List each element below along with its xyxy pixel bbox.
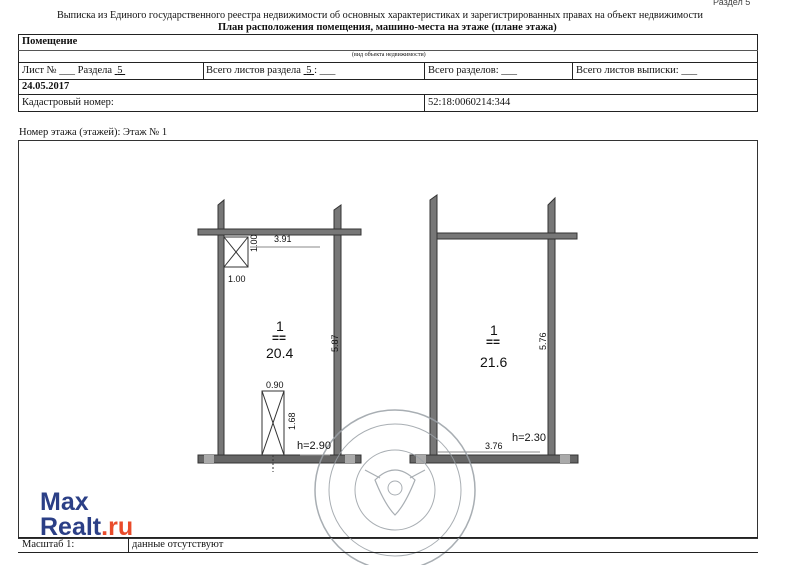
plan-subtitle: План расположения помещения, машино-места на этаже (плане этажа): [218, 22, 557, 33]
floor-label: Номер этажа (этажей): Этаж № 1: [19, 127, 168, 138]
total-sections: Всего разделов: ___: [428, 65, 517, 76]
official-stamp: [315, 410, 475, 565]
section-corner-label: Раздел 5: [713, 0, 751, 7]
room2-separator: ==: [486, 335, 501, 349]
room1-dim-door-h: 1.68: [287, 412, 297, 430]
object-type-caption: (вид объекта недвижимости): [352, 52, 426, 58]
room2-area: 21.6: [480, 354, 508, 370]
room1-dim-door-w: 0.90: [266, 380, 284, 390]
watermark-line1: Max: [40, 488, 89, 516]
room1-area: 20.4: [266, 345, 294, 361]
room1-height: h=2.90: [297, 440, 331, 452]
object-type: Помещение: [22, 36, 78, 47]
site-watermark: [40, 490, 133, 540]
room1-dim-top: 3.91: [274, 234, 292, 244]
vent-box: [224, 237, 248, 267]
cadastral-value: 52:18:0060214:344: [428, 97, 511, 108]
room2-dim-bottom: 3.76: [485, 441, 503, 451]
room2-dim-right: 5.76: [538, 332, 548, 350]
scale-value: данные отсутствуют: [132, 539, 224, 550]
room2-number: 1: [490, 322, 498, 338]
room1-dim-vent-h: 1.00: [249, 234, 259, 252]
document-title: Выписка из Единого государственного реестра недвижимости об основных характеристиках и зарегистрированных правах на объект недвижимости: [57, 10, 703, 21]
footer-divider: [18, 552, 758, 553]
total-sheets-extract: Всего листов выписки: ___: [576, 65, 698, 76]
extract-date: 24.05.2017: [22, 81, 70, 92]
room1-separator: ==: [272, 331, 287, 345]
room1-number: 1: [276, 318, 284, 334]
sheet-number-label: Лист № ___ Раздела 5: [22, 65, 123, 76]
room1-dim-vent-w: 1.00: [228, 274, 246, 284]
total-sheets-section: Всего листов раздела 5 : ___: [206, 65, 336, 76]
watermark-line2: Realt.ru: [40, 513, 134, 541]
room2-height: h=2.30: [512, 432, 546, 444]
cadastral-label: Кадастровый номер:: [22, 97, 114, 108]
room1-dim-right: 5.87: [330, 334, 340, 352]
scale-label: Масштаб 1:: [22, 539, 75, 550]
